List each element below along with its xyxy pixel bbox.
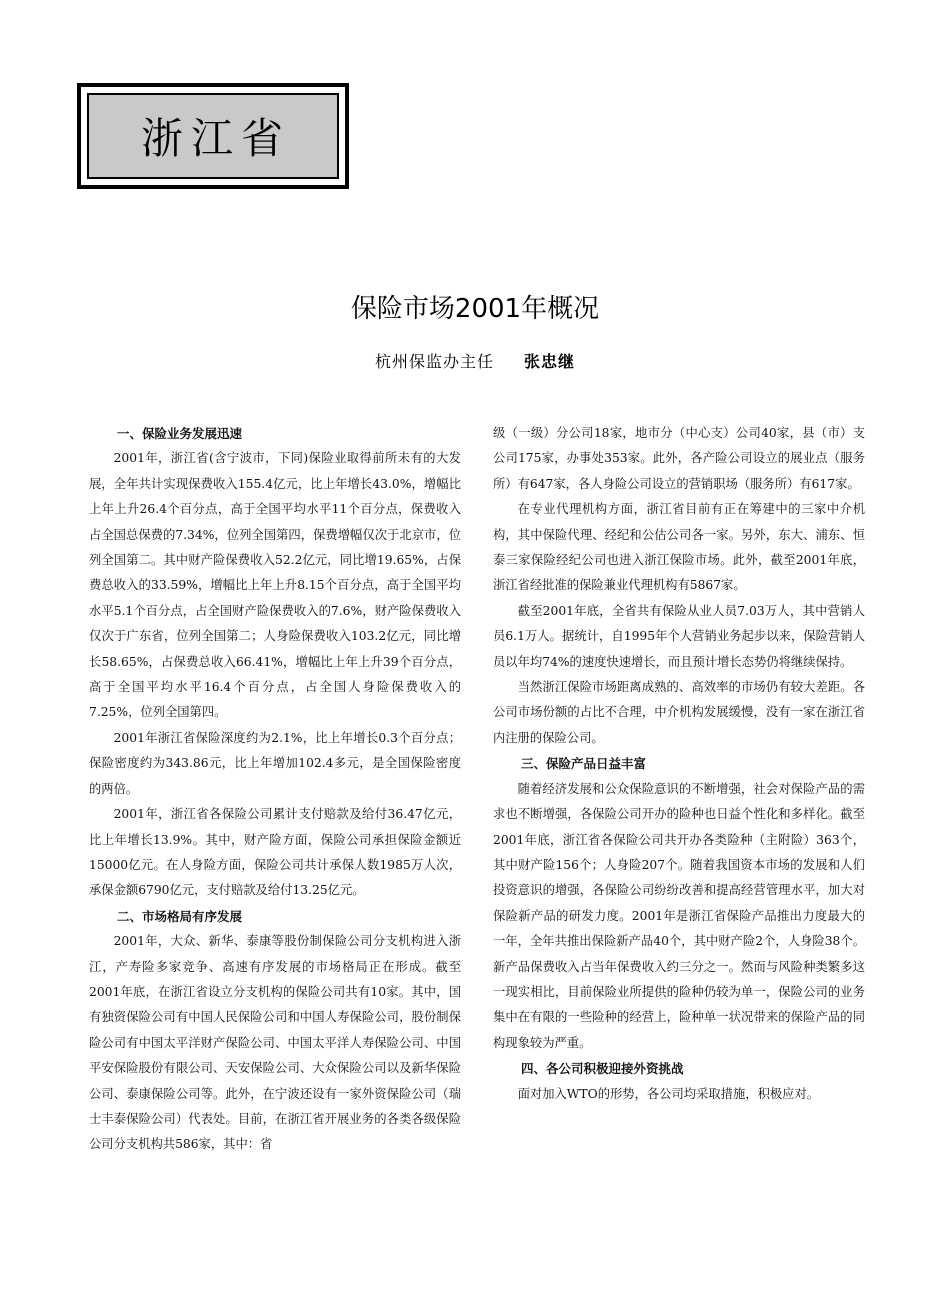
paragraph-continued: 级（一级）分公司18家，地市分（中心支）公司40家，县（市）支公司175家，办事处353家。此外，各产险公司设立的展业点（服务所）有647家，各人身险公司设立的营销职场（服务所）有617家。 <box>493 426 865 491</box>
byline <box>0 349 950 372</box>
paragraph: 截至2001年底，全省共有保险从业人员7.03万人，其中营销人员6.1万人。据统计，自1995年个人营销业务起步以来，保险营销人员以年均74%的速度快速增长，而且预计增长态势仍将继续保持。 <box>493 603 865 669</box>
section-heading-2: 二、市场格局有序发展 <box>117 908 243 924</box>
article-title: 保险市场2001年概况 <box>350 294 600 324</box>
paragraph: 2001年，浙江省各保险公司累计支付赔款及给付36.47亿元，比上年增长13.9%。其中，财产险方面，保险公司承担保险金额近15000亿元。在人身险方面，保险公司共计承保人数1985万人次，承保金额6790亿元，支付赔款及给付13.25亿元。 <box>89 807 461 898</box>
section-heading-4: 四、各公司积极迎接外资挑战 <box>521 1061 684 1077</box>
paragraph: 随着经济发展和公众保险意识的不断增强，社会对保险产品的需求也不断增强，各保险公司开办的险种也日益个性化和多样化。截至2001年底，浙江省各保险公司共开办各类险种（主附险）363个，其中财产险156个；人身险207个。随着我国资本市场的发展和人们投资意识的增强，各保险公司纷纷改善和提高经营管理水平，加大对保险新产品的研发力度。2001年是浙江省保险产品推出力度最大的一年，全年共推出保险新产品40个，其中财产险2个，人身险38个。新产品保费收入占当年保费收入约三分之一。然而与风险种类繁多这一现实相比，目前保险业所提供的险种仍较为单一，保险公司的业务集中在有限的一些险种的经营上，险种单一状况带来的保险产品的同构现象较为严重。 <box>493 781 865 1050</box>
province-header-box <box>77 83 349 189</box>
left-column <box>89 421 461 1158</box>
author-name: 张忠继 <box>524 352 576 371</box>
province-title: 浙江省 <box>87 93 339 179</box>
section-heading-3: 三、保险产品日益丰富 <box>521 756 647 772</box>
paragraph: 2001年，大众、新华、泰康等股份制保险公司分支机构进入浙江，产寿险多家竞争、高速有序发展的市场格局正在形成。截至2001年底，在浙江省设立分支机构的保险公司共有10家。其中，国有独资保险公司有中国人民保险公司和中国人寿保险公司，股份制保险公司有中国太平洋财产保险公司、中国太平洋人寿保险公司、中国平安保险股份有限公司、天安保险公司、大众保险公司以及新华保险公司、泰康保险公司等。此外，在宁波还设有一家外资保险公司（瑞士丰泰保险公司）代表处。目前，在浙江省开展业务的各类各级保险公司分支机构共586家，其中：省 <box>89 934 461 1152</box>
paragraph: 当然浙江保险市场距离成熟的、高效率的市场仍有较大差距。各公司市场份额的占比不合理，中介机构发展缓慢，没有一家在浙江省内注册的保险公司。 <box>493 680 865 745</box>
paragraph: 2001年，浙江省(含宁波市，下同)保险业取得前所未有的大发展，全年共计实现保费收入155.4亿元，比上年增长43.0%，增幅比上年上升26.4个百分点，高于全国平均水平11个百分点，保费收入占全国总保费的7.34%，位列全国第四，保费增幅仅次于北京市，位列全国第二。其中财产险保费收入52.2亿元，同比增19.65%，占保费总收入的33.59%，增幅比上年上升8.15个百分点，高于全国平均水平5.1个百分点，占全国财产险保费收入的7.6%，财产险保费收入仅次于广东省，位列全国第二；人身险保费收入103.2亿元，同比增长58.65%，占保费总收入66.41%，增幅比上年上升39个百分点，高于全国平均水平16.4个百分点，占全国人身险保费收入的7.25%，位列全国第四。 <box>89 451 461 720</box>
paragraph: 2001年浙江省保险深度约为2.1%，比上年增长0.3个百分点；保险密度约为343.86元，比上年增加102.4多元，是全国保险密度的两倍。 <box>89 730 461 796</box>
paragraph: 面对加入WTO的形势，各公司均采取措施，积极应对。 <box>517 1086 820 1101</box>
section-heading-1: 一、保险业务发展迅速 <box>117 426 243 441</box>
paragraph: 在专业代理机构方面，浙江省目前有正在筹建中的三家中介机构，其中保险代理、经纪和公估公司各一家。另外，东大、浦东、恒泰三家保险经纪公司也进入浙江保险市场。此外，截至2001年底，浙江省经批准的保险兼业代理机构有5867家。 <box>493 502 865 593</box>
author-role: 杭州保监办主任 <box>374 352 494 371</box>
right-column <box>493 421 865 1107</box>
